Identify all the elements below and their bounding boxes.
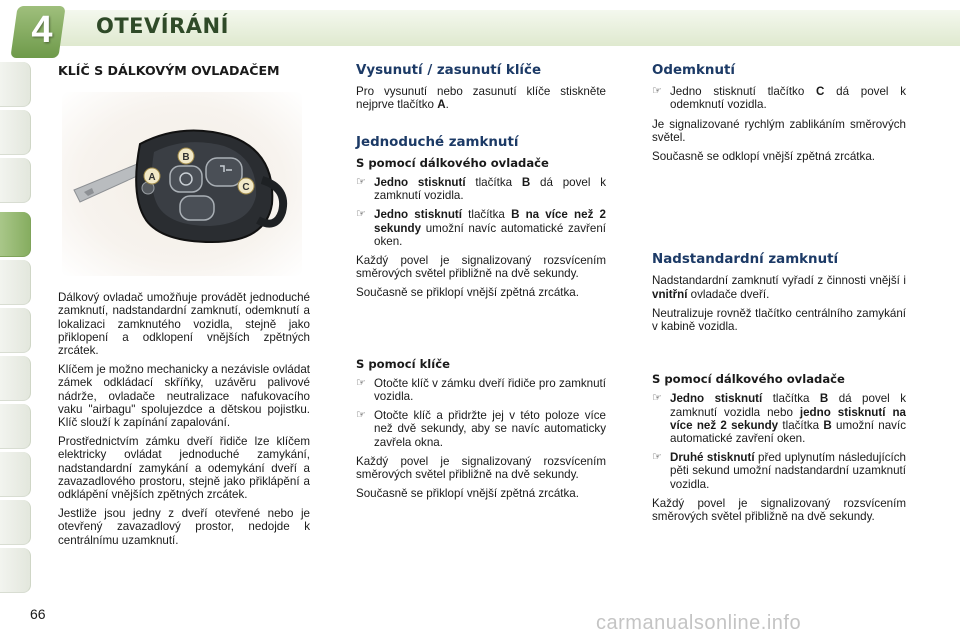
page-number: 66 bbox=[30, 606, 46, 622]
subheading-remote: S pomocí dálkového ovladače bbox=[356, 155, 549, 170]
paragraph-signal: Každý povel je signalizovaný rozsvícením směrových světel přibližně na dvě sekundy. bbox=[356, 254, 606, 281]
chapter-tab-11[interactable] bbox=[0, 548, 31, 593]
photo-spacer bbox=[58, 77, 310, 291]
bullet-turn-key: ☞ Otočte klíč v zámku dveří řidiče pro zamknutí vozidla. bbox=[356, 376, 606, 404]
subheading-remote-deadlock: S pomocí dálkového ovladače bbox=[652, 372, 845, 387]
paragraph-deadlock-signal: Každý povel je signalizovaný rozsvícením směrových světel přibližně na dvě sekundy. bbox=[652, 496, 906, 524]
chapter-tab-10[interactable] bbox=[0, 500, 31, 545]
paragraph-unfold: Pro vysunutí nebo zasunutí klíče stiskněte nejprve tlačítko A. bbox=[356, 85, 606, 112]
section-heading-key-remote: KLÍČ S DÁLKOVÝM OVLADAČEM bbox=[58, 63, 280, 78]
paragraph-signal-key: Každý povel je signalizovaný rozsvícením směrových světel přibližně na dvě sekundy. bbox=[356, 454, 606, 482]
subheading-key: S pomocí klíče bbox=[356, 356, 450, 371]
label-a: A bbox=[148, 172, 156, 183]
paragraph-deadlock-central: Neutralizuje rovněž tlačítko centrálního zamykání v kabině vozidla. bbox=[652, 306, 906, 334]
chapter-tab-9[interactable] bbox=[0, 452, 31, 497]
chapter-tab-1[interactable] bbox=[0, 62, 31, 107]
hand-pointer-icon: ☞ bbox=[356, 409, 366, 422]
chapter-tab-4-active[interactable] bbox=[0, 212, 31, 257]
chapter-tabs bbox=[0, 62, 34, 582]
chapter-tab-2[interactable] bbox=[0, 110, 31, 155]
chapter-number: 4 bbox=[31, 9, 53, 51]
paragraph-open-door-warning: Jestliže jsou jedny z dveří otevřené nebo je otevřený zavazadlový prostor, nedojde k centrálnímu uzamknutí. bbox=[58, 507, 310, 547]
heading-simple-lock: Jednoduché zamknutí bbox=[356, 134, 519, 150]
page-header bbox=[0, 0, 960, 58]
chapter-tab-8[interactable] bbox=[0, 404, 31, 449]
column-unlocking bbox=[652, 64, 906, 529]
chapter-tab-7[interactable] bbox=[0, 356, 31, 401]
hand-pointer-icon: ☞ bbox=[356, 208, 366, 221]
paragraph-unlock-signal: Je signalizované rychlým zablikáním směrových světel. bbox=[652, 117, 906, 144]
chapter-tab-6[interactable] bbox=[0, 308, 31, 353]
paragraph-key-mechanical: Klíčem je možno mechanicky a nezávisle ovládat zámek odkládací skříňky, uzávěru palivové nádrže, ovladače neutralizace nafukovacího vaku "airbagu" spolujezdce a dětskou pojistku. Klíč slouží k zapínání zapalování. bbox=[58, 363, 310, 430]
label-b: B bbox=[182, 152, 190, 163]
chapter-title: OTEVÍRÁNÍ bbox=[96, 14, 229, 38]
bullet-single-press: ☞ Jedno stisknutí tlačítka B dá povel k zamknutí vozidla. bbox=[356, 176, 606, 203]
bullet-hold-key: ☞ Otočte klíč a přidržte jej v této poloze více než dvě sekundy, aby se navíc automaticky zavřela okna. bbox=[356, 409, 606, 449]
bullet-unlock-press: ☞ Jedno stisknutí tlačítko C dá povel k odemknutí vozidla. bbox=[652, 85, 906, 112]
bullet-second-press: ☞ Druhé stisknutí před uplynutím následujících pěti sekund umožní nadstandardní uzamknutí vozidla. bbox=[652, 451, 906, 491]
chapter-tab-3[interactable] bbox=[0, 158, 31, 203]
watermark: carmanualsonline.info bbox=[596, 612, 802, 634]
heading-deadlock: Nadstandardní zamknutí bbox=[652, 252, 839, 268]
paragraph-mirrors-unfold: Současně se odklopí vnější zpětná zrcátka. bbox=[652, 150, 875, 164]
heading-unlock: Odemknutí bbox=[652, 63, 735, 78]
paragraph-mirrors-fold: Současně se přiklopí vnější zpětná zrcátka. bbox=[356, 286, 579, 300]
paragraph-deadlock: Nadstandardní zamknutí vyřadí z činnosti vnější i vnitřní ovladače dveří. bbox=[652, 274, 906, 301]
hand-pointer-icon: ☞ bbox=[652, 392, 662, 405]
hand-pointer-icon: ☞ bbox=[356, 176, 366, 189]
hand-pointer-icon: ☞ bbox=[356, 376, 366, 389]
bullet-deadlock-press: ☞ Jedno stisknutí tlačítka B dá povel k zamknutí vozidla nebo jedno stisknutí na více než 2 sekundy tlačítka B umožní navíc automatické zavření oken. bbox=[652, 392, 907, 446]
hand-pointer-icon: ☞ bbox=[652, 85, 662, 98]
hand-pointer-icon: ☞ bbox=[652, 451, 662, 464]
heading-unfold-key: Vysunutí / zasunutí klíče bbox=[356, 63, 542, 78]
column-key-remote bbox=[58, 64, 310, 553]
paragraph-remote-functions: Dálkový ovladač umožňuje provádět jednoduché zamknutí, nadstandardní zamknutí, odemknutí a lokalizaci zamknutého vozidla, stejně jako přiklopení a odklopení vnějších zpětných zrcátek. bbox=[58, 291, 310, 358]
paragraph-driver-lock: Prostřednictvím zámku dveří řidiče lze klíčem elektricky ovládat jednoduché zamykání, nadstandardní zamykání a odemykání dveří a zavazadlového prostoru, stejně jako přiklápění a odklápění vnějších zpětných zrcátek. bbox=[58, 435, 310, 502]
paragraph-mirrors-fold-key: Současně se přiklopí vnější zpětná zrcátka. bbox=[356, 487, 579, 501]
bullet-long-press: ☞ Jedno stisknutí tlačítka B na více než 2 sekundy umožní navíc automatické zavření oken. bbox=[356, 208, 606, 248]
chapter-tab-5[interactable] bbox=[0, 260, 31, 305]
column-locking bbox=[356, 64, 606, 506]
label-c: C bbox=[242, 182, 250, 193]
